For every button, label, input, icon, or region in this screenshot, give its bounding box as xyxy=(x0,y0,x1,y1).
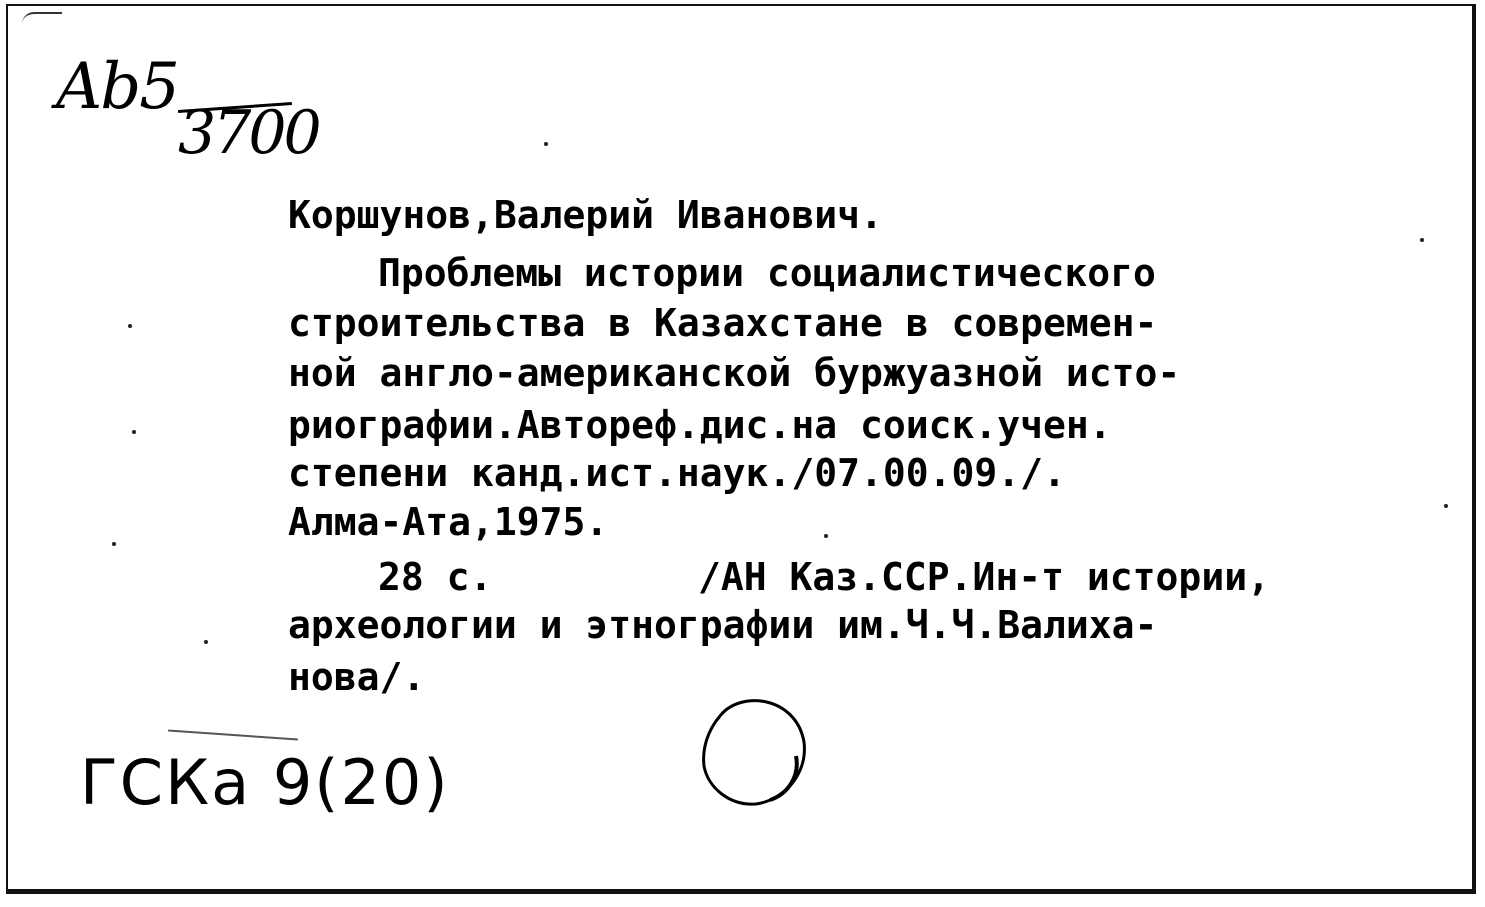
ink-speck xyxy=(1444,504,1448,508)
corner-mark xyxy=(22,12,62,24)
shelf-mark-number: 3700 xyxy=(178,98,319,168)
page-count: 28 с. xyxy=(378,555,493,599)
ink-speck xyxy=(824,534,828,538)
title-line: строительства в Казахстане в современ- xyxy=(288,301,1158,345)
pencil-stroke xyxy=(168,729,298,740)
ink-speck xyxy=(544,142,548,146)
title-line: степени канд.ист.наук./07.00.09./. xyxy=(288,451,1066,495)
ink-speck xyxy=(132,430,136,434)
ink-speck xyxy=(204,640,208,644)
punch-hole xyxy=(700,696,808,808)
title-line: Проблемы истории социалистического xyxy=(378,251,1156,295)
title-line: риографии.Автореф.дис.на соиск.учен. xyxy=(288,403,1112,447)
series-line: археологии и этнографии им.Ч.Ч.Валиха- xyxy=(288,603,1158,647)
series-line: /АН Каз.ССР.Ин-т истории, xyxy=(698,555,1270,599)
ink-speck xyxy=(1420,238,1424,242)
imprint-place-year: Алма-Ата,1975. xyxy=(288,500,609,544)
title-line: ной англо-американской буржуазной исто- xyxy=(288,351,1181,395)
ink-speck xyxy=(112,542,116,546)
shelf-mark-prefix: Ab5 xyxy=(56,50,178,124)
author-heading: Коршунов,Валерий Иванович. xyxy=(288,193,883,237)
ink-speck xyxy=(128,324,132,328)
series-line: нова/. xyxy=(288,655,426,699)
location-stamp: ГСКа 9(20) xyxy=(80,746,450,819)
catalog-card xyxy=(6,4,1476,894)
